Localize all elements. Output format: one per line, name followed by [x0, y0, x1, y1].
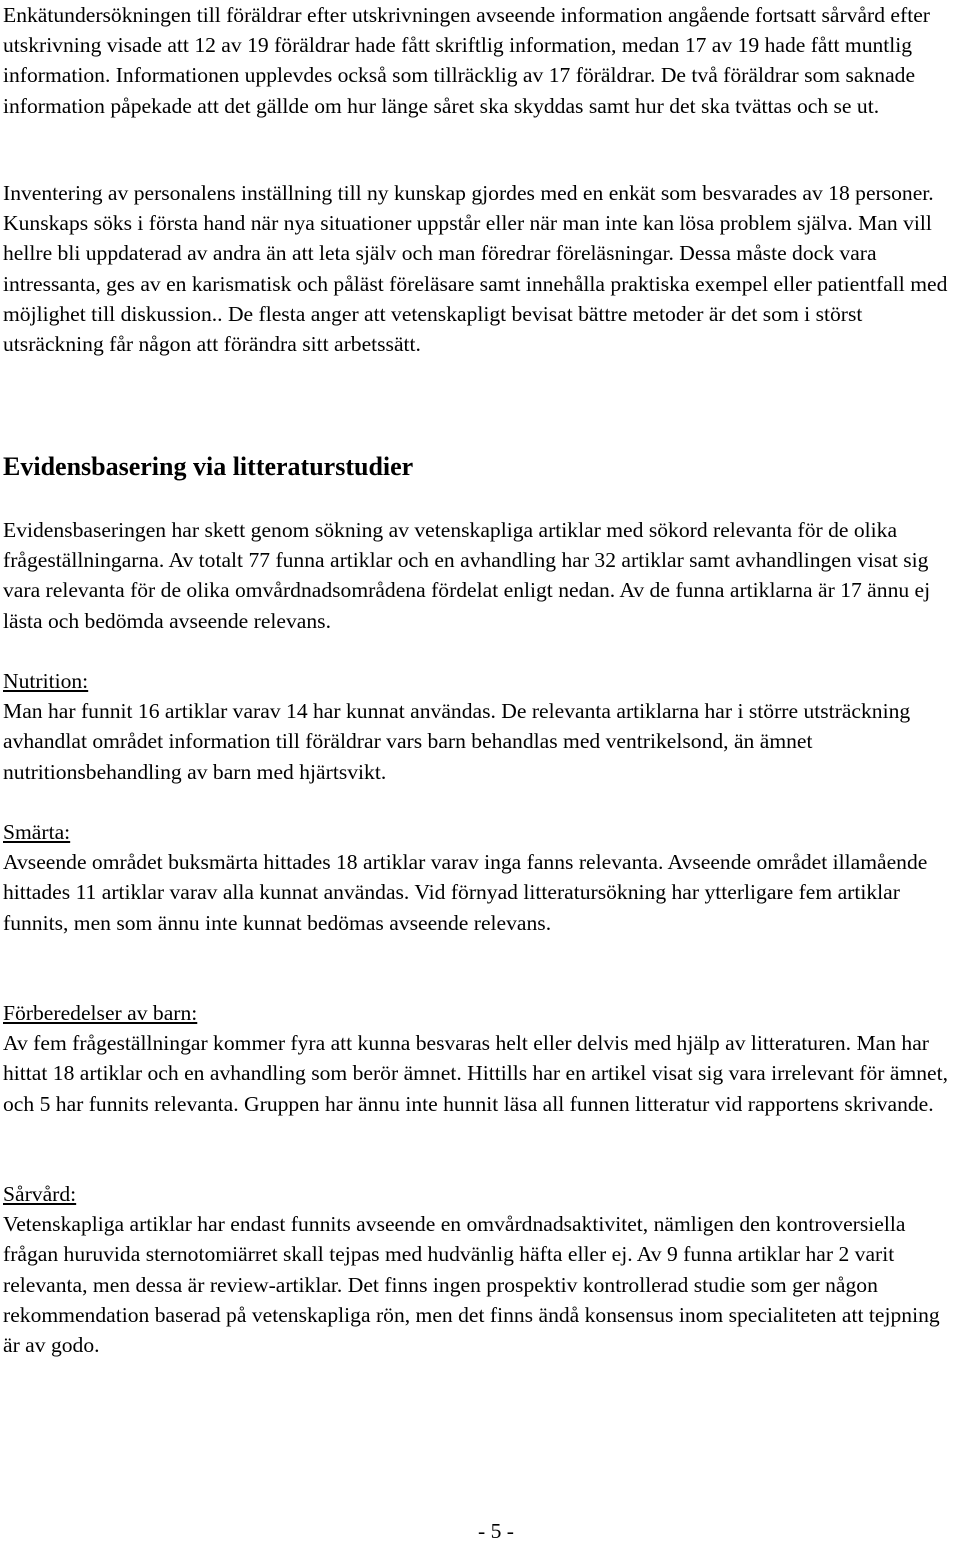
paragraph-parent-survey: Enkätundersökningen till föräldrar efter utskrivningen avseende information angående fortsatt sårvård efter utskrivning visade att 12 av 19 föräldrar hade fått skriftlig information, medan 17 av 19 hade fått muntlig information. Informationen upplevdes också som tillräcklig av 17 föräldrar. De två föräldrar som saknade information påpekade att det gällde om hur länge såret ska skyddas samt hur det ska tvättas och se ut.: [3, 3, 930, 118]
subsection-text-forberedelser: Av fem frågeställningar kommer fyra att kunna besvaras helt eller delvis med hjälp av litteraturen. Man har hittat 18 artiklar och en avhandling som berör ämnet. Hittills har en artikel visat sig vara irrelevant för ämnet, och 5 har funnits relevanta. Gruppen har ännu inte hunnit läsa all funnen litteratur vid rapportens skrivande.: [3, 1031, 949, 1116]
section-heading: Evidensbasering via litteraturstudier: [3, 452, 414, 481]
subsection-text-sarvard: Vetenskapliga artiklar har endast funnits avseende en omvårdnadsaktivitet, nämligen den kontroversiella frågan huruvida sternotomiärret skall tejpas med hudvänlig häfta eller ej. Av 9 funna artiklar har 2 varit relevanta, men dessa är review-artiklar. Det finns ingen prospektiv kontrollerad studie som ger någon rekommendation baserad på vetenskapliga rön, men det finns ändå konsensus inom specialiteten att tejpning är av godo.: [3, 1212, 940, 1358]
section-smarta: [3, 817, 958, 938]
subsection-title-forberedelser: Förberedelser av barn:: [3, 1001, 198, 1025]
section-forberedelser: [3, 998, 958, 1119]
section-nutrition: [3, 666, 958, 787]
paragraph-evidence-intro: Evidensbaseringen har skett genom sökning av vetenskapliga artiklar med sökord relevanta för de olika frågeställningarna. Av totalt 77 funna artiklar och en avhandling har 32 artiklar samt avhandlingen visat sig vara relevanta för de olika omvårdnadsområdena fördelat enligt nedan. Av de funna artiklarna är 17 ännu ej lästa och bedömda avseende relevans.: [3, 518, 931, 633]
page-number: - 5 -: [478, 1519, 514, 1543]
subsection-title-nutrition: Nutrition:: [3, 669, 89, 693]
subsection-text-nutrition: Man har funnit 16 artiklar varav 14 har kunnat användas. De relevanta artiklarna har i större utsträckning avhandlat området information till föräldrar vars barn behandlas med ventrikelsond, än ämnet nutritionsbehandling av barn med hjärtsvikt.: [3, 699, 911, 784]
section-sarvard: [3, 1179, 958, 1360]
paragraph-staff-inventory: Inventering av personalens inställning till ny kunskap gjordes med en enkät som besvarades av 18 personer. Kunskaps söks i första hand när nya situationer uppstår eller när man inte kan lösa problem själva. Man vill hellre bli uppdaterad av andra än att leta själv och man föredrar föreläsningar. Dessa måste dock vara intressanta, ges av en karismatisk och påläst föreläsare samt innehålla praktiska exempel eller patientfall med möjlighet till diskussion.. De flesta anger att vetenskapligt bevisat bättre metoder är det som i störst utsräckning får någon att förändra sitt arbetssätt.: [3, 181, 948, 357]
subsection-text-smarta: Avseende området buksmärta hittades 18 artiklar varav inga fanns relevanta. Avseende området illamående hittades 11 artiklar varav alla kunnat användas. Vid förnyad litteratursökning har ytterligare fem artiklar funnits, men som ännu inte kunnat bedömas avseende relevans.: [3, 850, 928, 935]
subsection-title-sarvard: Sårvård:: [3, 1182, 77, 1206]
subsection-title-smarta: Smärta:: [3, 820, 71, 844]
